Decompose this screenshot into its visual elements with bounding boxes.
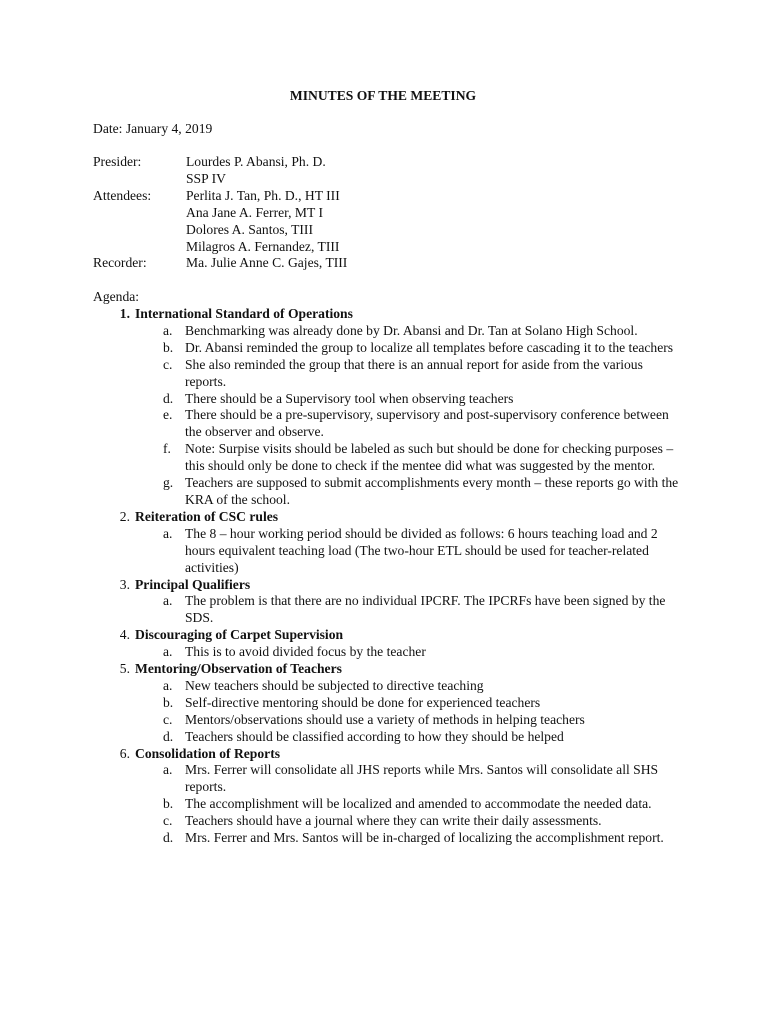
agenda-item-letter: a. [163,525,173,541]
participants-block [93,154,693,272]
presider-name: Lourdes P. Abansi, Ph. D. [186,154,326,169]
agenda-item-text: Mrs. Ferrer and Mrs. Santos will be in-charged of localizing the accomplishment report. [185,830,664,846]
agenda-item-letter: c. [163,711,173,727]
attendee-name: Dolores A. Santos, TIII [186,221,313,237]
agenda-section-number: 5. [119,661,130,677]
agenda-item-letter: d. [163,830,174,846]
agenda-section-title: Consolidation of Reports [135,745,281,761]
presider-position: SSP IV [186,170,226,186]
agenda-item-letter: d. [163,728,174,744]
agenda-item-letter: f. [163,441,171,457]
agenda-item-text: There should be a pre-supervisory, supervisory and post-supervisory conference between the observer and observe. [185,407,669,440]
agenda-item-letter: c. [163,356,173,372]
agenda-item [0,830,768,847]
agenda-item-text: Teachers should be classified according to how they should be helped [185,728,564,744]
meeting-date: Date: January 4, 2019 [93,121,213,136]
agenda-item [0,357,768,391]
agenda-item [0,712,768,729]
attendees-label: Attendees: [93,187,152,203]
agenda-section-number: 1. [119,306,130,321]
agenda-item-text: The 8 – hour working period should be divided as follows: 6 hours teaching load and 2 hours equivalent teaching load (The two-hour ETL should be used for teacher-related activities) [185,525,658,575]
agenda-item [0,526,768,577]
presider-names [186,154,693,188]
agenda-item [0,441,768,475]
attendee-name: Perlita J. Tan, Ph. D., HT III [186,187,340,203]
agenda-item-letter: a. [163,644,173,660]
agenda-item-text: Benchmarking was already done by Dr. Abansi and Dr. Tan at Solano High School. [185,322,638,338]
agenda-item-text: She also reminded the group that there is an annual report for aside from the various reports. [185,356,643,389]
agenda-item [0,644,768,661]
agenda-item [0,407,768,441]
agenda-section-heading [0,509,768,526]
agenda-section-number: 6. [119,745,130,761]
agenda-list [0,306,768,847]
agenda-item-text: New teachers should be subjected to directive teaching [185,677,484,693]
attendees-names [186,188,693,256]
agenda-item-text: Note: Surpise visits should be labeled as such but should be done for checking purposes – this should only be done to check if the mentee did what was suggested by the mentor. [185,441,674,474]
agenda-item [0,762,768,796]
agenda-item-text: Mentors/observations should use a variety of methods in helping teachers [185,711,585,727]
agenda-item-text: The problem is that there are no individual IPCRF. The IPCRFs have been signed by the SDS. [185,593,666,626]
agenda-section-heading [0,661,768,678]
agenda-section-number: 4. [119,627,130,643]
agenda-item-letter: e. [163,407,173,423]
recorder-names [186,255,693,272]
agenda-item-text: This is to avoid divided focus by the teacher [185,644,426,660]
agenda-section-heading [0,627,768,644]
attendees-row [93,188,693,256]
presider-label: Presider: [93,154,142,169]
agenda-section-title: Discouraging of Carpet Supervision [135,627,344,643]
agenda-item-letter: b. [163,339,174,355]
agenda-item [0,813,768,830]
agenda-item-letter: a. [163,762,173,778]
agenda-item-text: The accomplishment will be localized and amended to accommodate the needed data. [185,796,652,812]
agenda-section-title: Mentoring/Observation of Teachers [135,661,342,677]
presider-row [93,154,693,188]
agenda-item-letter: b. [163,796,174,812]
agenda-section-title: Principal Qualifiers [135,576,251,592]
agenda-item [0,475,768,509]
agenda-section-title: International Standard of Operations [135,306,353,321]
agenda-section-heading [0,577,768,594]
attendee-name: Ana Jane A. Ferrer, MT I [186,204,323,220]
agenda-section-number: 2. [119,508,130,524]
recorder-name: Ma. Julie Anne C. Gajes, TIII [186,255,348,271]
agenda-item-text: Mrs. Ferrer will consolidate all JHS reports while Mrs. Santos will consolidate all SHS reports. [185,762,659,795]
agenda-item [0,729,768,746]
document-title: MINUTES OF THE MEETING [289,88,477,103]
agenda-item [0,593,768,627]
agenda-item-letter: a. [163,593,173,609]
agenda-label: Agenda: [93,289,140,304]
recorder-label: Recorder: [93,255,147,271]
agenda-item [0,391,768,408]
agenda-item [0,340,768,357]
agenda-item-letter: g. [163,475,174,491]
agenda-item-text: There should be a Supervisory tool when observing teachers [185,390,514,406]
agenda-item-letter: d. [163,390,174,406]
attendee-name: Milagros A. Fernandez, TIII [186,238,340,254]
agenda-item-letter: a. [163,677,173,693]
agenda-item-letter: b. [163,694,174,710]
agenda-item-letter: c. [163,813,173,829]
recorder-row [93,255,693,272]
agenda-item-text: Teachers are supposed to submit accomplishments every month – these reports go with the KRA of the school. [185,475,679,507]
agenda-section-heading [0,746,768,763]
agenda-item-text: Self-directive mentoring should be done for experienced teachers [185,694,541,710]
agenda-section-title: Reiteration of CSC rules [135,508,279,524]
agenda-item [0,796,768,813]
agenda-section-heading [0,306,768,323]
agenda-item [0,678,768,695]
agenda-item-letter: a. [163,322,173,338]
agenda-item-text: Teachers should have a journal where they can write their daily assessments. [185,813,602,829]
agenda-item [0,695,768,712]
agenda-section-number: 3. [119,576,130,592]
agenda-item [0,323,768,340]
agenda-item-text: Dr. Abansi reminded the group to localize all templates before cascading it to the teachers [185,339,674,355]
